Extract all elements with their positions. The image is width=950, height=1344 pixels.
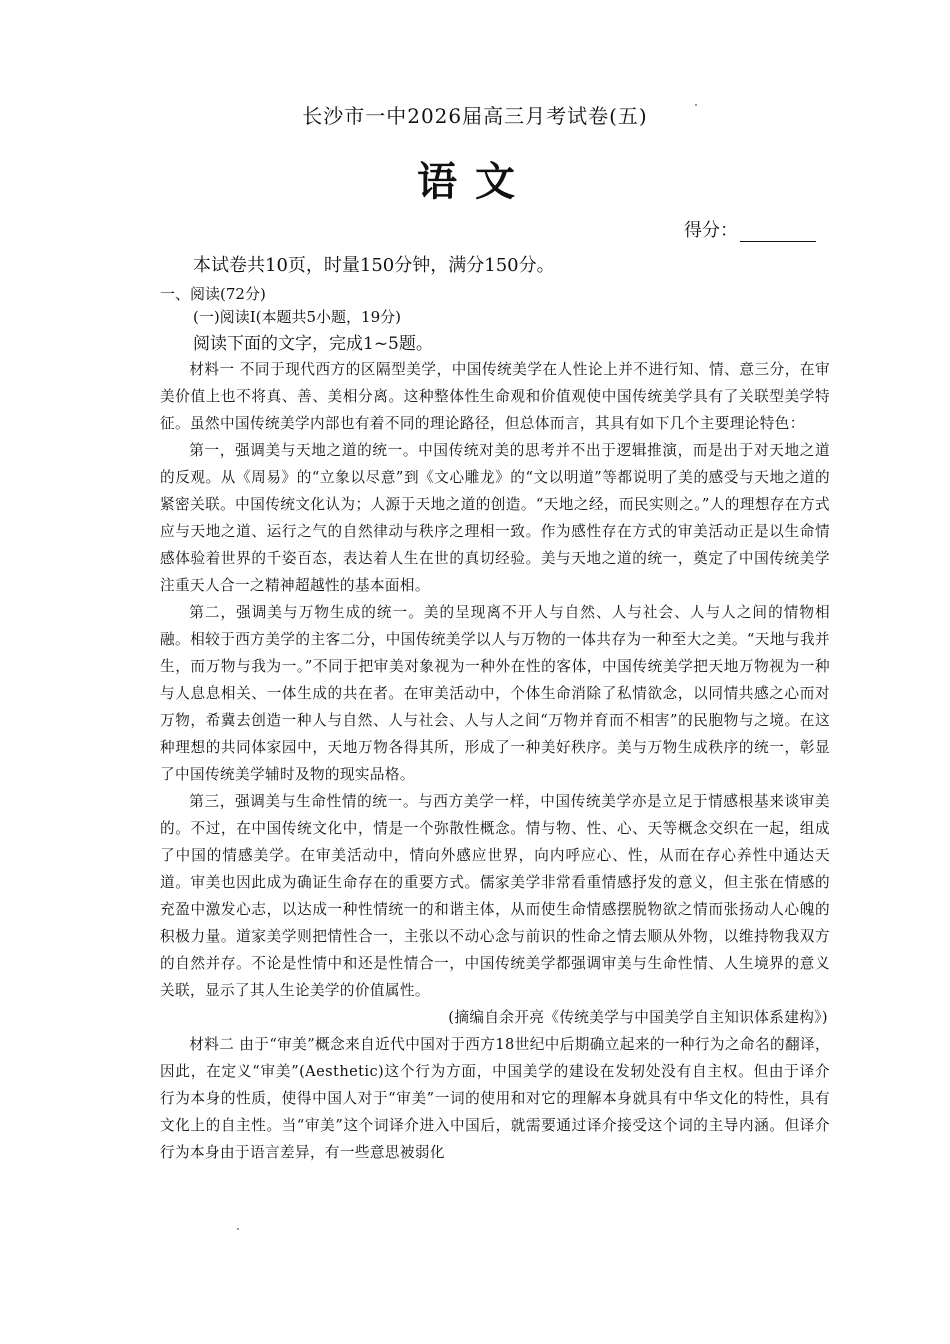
scan-speck [695, 104, 697, 106]
material1-paragraph-2: 第二，强调美与万物生成的统一。美的呈现离不开人与自然、人与社会、人与人之间的情物相融。相较于西方美学的主客二分，中国传统美学以人与万物的一体共存为一种至大之美。“天地与我并生，而万物与我为一。”不同于把审美对象视为一种外在性的客体，中国传统美学把天地万物视为一种与人息息相关、一体生成的共在者。在审美活动中，个体生命消除了私情欲念，以同情共感之心而对万物，希冀去创造一种人与自然、人与社会、人与人之间“万物并育而不相害”的民胞物与之境。在这种理想的共同体家园中，天地万物各得其所，形成了一种美好秩序。美与万物生成秩序的统一，彰显了中国传统美学辅时及物的现实品格。 [160, 604, 830, 783]
score-blank-line [740, 221, 816, 242]
score-field [684, 216, 816, 242]
material1-source: (摘编自余开亮《传统美学与中国美学自主知识体系建构》) [448, 1009, 828, 1026]
section-heading-reading: 一、阅读(72分) [160, 285, 266, 303]
subject-title: 语文 [417, 158, 533, 205]
material2-paragraph-1: 材料二 由于“审美”概念来自近代中国对于西方18世纪中后期确立起来的一种行为之命名的翻译，因此，在定义“审美”(Aesthetic)这个行为方面，中国美学的建设在发轫处没有自主权。但由于译介行为本身的性质，使得中国人对于“审美”一词的使用和对它的理解本身就具有中华文化的特性，具有文化上的自主性。当“审美”这个词译介进入中国后，就需要通过译介接受这个词的主导内涵。但译介行为本身由于语言差异，有一些意思被弱化 [160, 1036, 830, 1161]
exam-title: 长沙市一中2026届高三月考试卷(五) [302, 104, 648, 128]
material1-paragraph-1: 第一，强调美与天地之道的统一。中国传统对美的思考并不出于逻辑推演，而是出于对天地之道的反观。从《周易》的“立象以尽意”到《文心雕龙》的“文以明道”等都说明了美的感受与天地之道的紧密关联。中国传统文化认为；人源于天地之道的创造。“天地之经，而民实则之。”人的理想存在方式应与天地之道、运行之气的自然律动与秩序之理相一致。作为感性存在方式的审美活动正是以生命情感体验着世界的千姿百态，表达着人生在世的真切经验。美与天地之道的统一，奠定了中国传统美学注重天人合一之精神超越性的基本面相。 [160, 442, 830, 594]
material1-paragraph-3: 第三，强调美与生命性情的统一。与西方美学一样，中国传统美学亦是立足于情感根基来谈审美的。不过，在中国传统文化中，情是一个弥散性概念。情与物、性、心、天等概念交织在一起，组成了中国的情感美学。在审美活动中，情向外感应世界，向内呼应心、性，从而在存心养性中通达天道。审美也因此成为确证生命存在的重要方式。儒家美学非常看重情感抒发的意义，但主张在情感的充盈中激发心志，以达成一种性情统一的和谐主体，从而使生命情感摆脱物欲之情而张扬动人心魄的积极力量。道家美学则把情性合一，主张以不动心念与前识的性命之情去顺从外物，以维持物我双方的自然并存。不论是性情中和还是性情合一，中国传统美学都强调审美与生命性情、人生境界的意义关联，显示了其人生论美学的价值属性。 [160, 793, 830, 999]
subsection-heading: (一)阅读Ⅰ(本题共5小题，19分) [193, 308, 401, 326]
scan-speck [237, 1228, 239, 1230]
reading-instruction: 阅读下面的文字，完成1~5题。 [193, 334, 433, 354]
exam-info: 本试卷共10页，时量150分钟，满分150分。 [193, 255, 555, 276]
reading-passage [160, 356, 830, 1166]
score-label: 得分： [684, 220, 738, 241]
material1-intro: 材料一 不同于现代西方的区隔型美学，中国传统美学在人性论上并不进行知、情、意三分，在审美价值上也不将真、善、美相分离。这种整体性生命观和价值观使中国传统美学具有了关联型美学特征。虽然中国传统美学内部也有着不同的理论路径，但总体而言，其具有如下几个主要理论特色： [160, 361, 830, 432]
